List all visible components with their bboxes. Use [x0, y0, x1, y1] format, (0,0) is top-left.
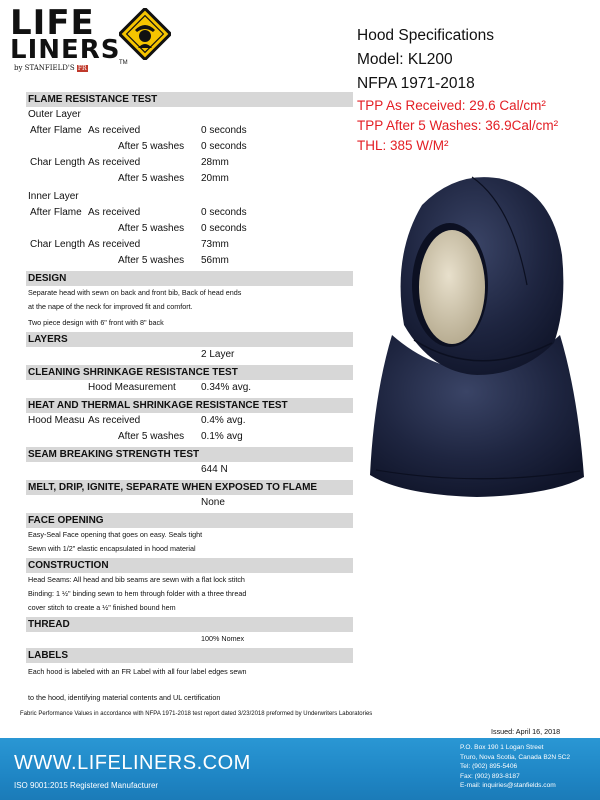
char-length-label: Char Length [30, 157, 86, 168]
layers-value: 2 Layer [201, 349, 235, 360]
hood-measurement-label: Hood Measurement [88, 382, 176, 393]
after-flame-label: After Flame [30, 125, 82, 136]
labels-line-1: Each hood is labeled with an FR Label with all four label edges sewn [28, 667, 247, 676]
hood-measu-label: Hood Measu [28, 415, 85, 426]
outer-layer-row [26, 107, 353, 123]
inner-layer-row [26, 189, 353, 205]
after-washes-label: After 5 washes [118, 141, 185, 152]
value: 73mm [201, 239, 229, 250]
seam-row [26, 462, 353, 478]
value: 20mm [201, 173, 229, 184]
seam-value: 644 N [201, 464, 228, 475]
value: 0 seconds [201, 141, 247, 152]
hood-product-image [362, 165, 592, 555]
section-labels: LABELS [26, 648, 353, 663]
section-layers: LAYERS [26, 332, 353, 347]
char-length-label: Char Length [30, 239, 86, 250]
inner-char-length-washes [26, 253, 353, 269]
cleaning-row [26, 380, 353, 396]
after-washes-label: After 5 washes [118, 223, 185, 234]
construction-line-3: cover stitch to create a ½" finished bound hem [28, 603, 176, 612]
heat-received-value: 0.4% avg. [201, 415, 246, 426]
nfpa-standard: NFPA 1971-2018 [357, 75, 475, 92]
fabric-performance-note: Fabric Performance Values in accordance with NFPA 1971-2018 test report dated 3/23/2018 preformed by Underwriters Laboratories [20, 711, 373, 717]
logo-word-liners: LINERS [10, 35, 121, 65]
after-flame-label: After Flame [30, 207, 82, 218]
website-link[interactable]: WWW.LIFELINERS.COM [14, 752, 251, 774]
construction-line-1: Head Seams: All head and bib seams are sewn with a flat lock stitch [28, 575, 245, 584]
outer-char-length-received [26, 155, 353, 171]
email-address[interactable]: E-mail: inquiries@stanfields.com [460, 782, 556, 790]
inner-char-length-received [26, 237, 353, 253]
address-line-1: P.O. Box 190 1 Logan Street [460, 744, 544, 751]
contact-address [460, 743, 570, 791]
inner-layer-label: Inner Layer [28, 191, 79, 202]
thl-value: THL: 385 W/M² [357, 138, 449, 153]
section-design: DESIGN [26, 271, 353, 286]
logo-by-text: by STANFIELD'S [14, 64, 75, 72]
face-line-2: Sewn with 1/2" elastic encapsulated in hood material [28, 544, 196, 553]
spec-table [26, 90, 353, 705]
tpp-after-washes: TPP After 5 Washes: 36.9Cal/cm² [357, 118, 559, 133]
value: 0 seconds [201, 125, 247, 136]
value: 56mm [201, 255, 229, 266]
section-seam-breaking: SEAM BREAKING STRENGTH TEST [26, 447, 353, 462]
inner-after-flame-received [26, 205, 353, 221]
face-line-1: Easy-Seal Face opening that goes on easy. Seals tight [28, 530, 203, 539]
section-melt-drip: MELT, DRIP, IGNITE, SEPARATE WHEN EXPOSED TO FLAME [26, 480, 353, 495]
as-received-label: As received [88, 157, 141, 168]
firefighter-emblem-icon [119, 8, 171, 60]
section-flame-resistance: FLAME RESISTANCE TEST [26, 92, 353, 107]
layers-row [26, 347, 353, 363]
value: 28mm [201, 157, 229, 168]
melt-value: None [201, 497, 225, 508]
design-line-3: Two piece design with 6" front with 8" back [28, 318, 164, 327]
section-cleaning-shrinkage: CLEANING SHRINKAGE RESISTANCE TEST [26, 365, 353, 380]
section-thread: THREAD [26, 617, 353, 632]
melt-row [26, 495, 353, 511]
design-line-1: Separate head with sewn on back and front bib, Back of head ends [28, 288, 242, 297]
lifeliners-logo [6, 3, 176, 76]
tpp-as-received: TPP As Received: 29.6 Cal/cm² [357, 98, 546, 113]
logo-fr-badge: FR [77, 65, 87, 72]
after-washes-label: After 5 washes [118, 173, 185, 184]
thread-value: 100% Nomex [201, 634, 245, 643]
logo-trademark: TM [119, 60, 128, 66]
design-line-2: at the nape of the neck for improved fit and comfort. [28, 302, 193, 311]
logo-word-life: LIFE [10, 3, 95, 43]
section-face-opening: FACE OPENING [26, 513, 353, 528]
iso-certification: ISO 9001:2015 Registered Manufacturer [14, 781, 159, 790]
phone-number: Tel: (902) 895-5406 [460, 763, 518, 771]
address-line-2: Truro, Nova Scotia, Canada B2N 5C2 [460, 753, 571, 761]
as-received-label: As received [88, 239, 141, 250]
section-heat-thermal-shrinkage: HEAT AND THERMAL SHRINKAGE RESISTANCE TEST [26, 398, 353, 413]
issued-date: Issued: April 16, 2018 [491, 727, 561, 736]
after-washes-label: After 5 washes [118, 255, 185, 266]
spec-title: Hood Specifications [357, 27, 494, 44]
outer-layer-label: Outer Layer [28, 109, 81, 120]
heat-washes-row [26, 429, 353, 445]
heat-washes-value: 0.1% avg [201, 431, 243, 442]
after-washes-label: After 5 washes [118, 431, 185, 442]
cleaning-value: 0.34% avg. [201, 382, 252, 393]
inner-after-flame-washes [26, 221, 353, 237]
as-received-label: As received [88, 125, 141, 136]
construction-line-2: Binding: 1 ½" binding sewn to hem through folder with a three thread [28, 589, 247, 598]
value: 0 seconds [201, 223, 247, 234]
outer-after-flame-washes [26, 139, 353, 155]
heat-received-row [26, 413, 353, 429]
section-construction: CONSTRUCTION [26, 558, 353, 573]
model-number: Model: KL200 [357, 51, 453, 68]
outer-char-length-washes [26, 171, 353, 187]
as-received-label: As received [88, 207, 141, 218]
outer-after-flame-received [26, 123, 353, 139]
fax-number: Fax: (902) 893-8187 [460, 772, 520, 780]
logo-by-stanfields [14, 64, 88, 72]
value: 0 seconds [201, 207, 247, 218]
labels-line-2: to the hood, identifying material contents and UL certification [28, 693, 221, 702]
as-received-label: As received [88, 415, 141, 426]
